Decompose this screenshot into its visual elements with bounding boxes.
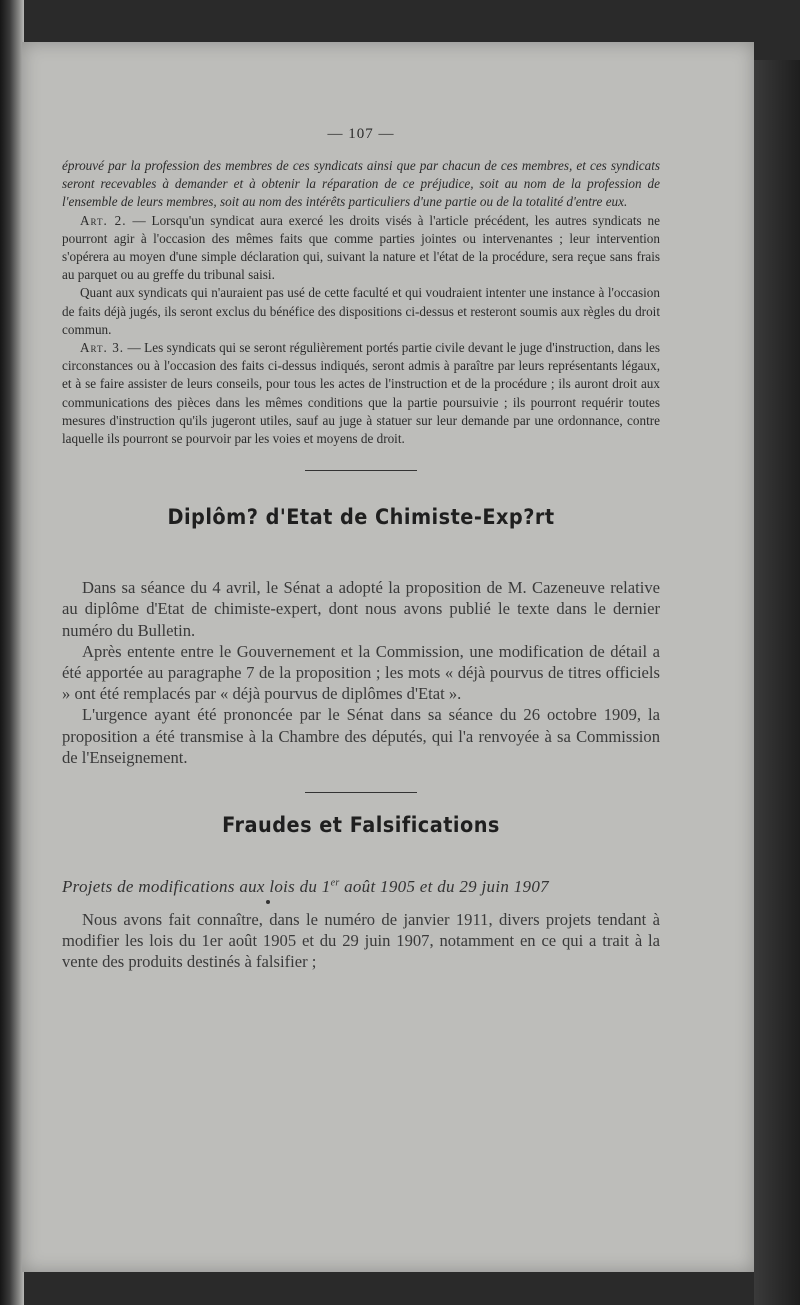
fraudes-subtitle-sup: er [330, 877, 340, 889]
diplome-paragraph-3: L'urgence ayant été prononcée par le Sénat dans sa séance du 26 octobre 1909, la proposition a été transmise à la Chambre des députés, qui l'a renvoyée à sa Commission de l'Enseignement. [62, 705, 660, 767]
section-title-diplome: Diplôm? d'Etat de Chimiste-Exp?rt [167, 505, 555, 530]
article-2-label: Art. 2. [80, 212, 127, 228]
section-divider-2 [305, 792, 417, 793]
diplome-paragraph-2: Après entente entre le Gouvernement et la Commission, une modification de détail a été apportée au paragraphe 7 de la proposition ; les mots « déjà pourvus de titres officiels » ont été remplacés par « déjà pourvus de diplômes d'Etat ». [62, 641, 660, 704]
fraudes-subtitle-rest: août 1905 et du 29 juin 1907 [339, 877, 549, 897]
article-2-continuation: Quant aux syndicats qui n'auraient pas usé de cette faculté et qui voudraient intenter une instance à l'occasion de faits déjà jugés, ils seront exclus du bénéfice des dispositions ci-dessus et resteront soumis aux règles du droit commun. [62, 285, 660, 337]
section-title-fraudes: Fraudes et Falsifications [222, 813, 500, 838]
fraudes-subtitle-prefix: Projets de modifications aux lois du 1 [62, 877, 331, 897]
fraudes-paragraph-1: Nous avons fait connaître, dans le numéro de janvier 1911, divers projets tendant à modifier les lois du 1er août 1905 et du 29 juin 1907, notamment en ce qui a trait à la vente des produits destinés à falsifier ; [62, 910, 660, 972]
page-content [62, 126, 660, 973]
page-number: — 107 — [327, 126, 395, 142]
fraudes-subtitle [62, 877, 660, 897]
article-2-text: — Lorsqu'un syndicat aura exercé les droits visés à l'article précédent, les autres syndicats ne pourront agir à l'occasion des mêmes faits que comme parties jointes ou intervenantes ; leur intervention s'opérera au moyen d'une simple déclaration qui, suivant la nature et l'état de la procédure, sera reçue sans frais au parquet ou au greffe du tribunal saisi. [62, 212, 661, 283]
article-3 [62, 339, 660, 448]
diplome-paragraph-1: Dans sa séance du 4 avril, le Sénat a adopté la proposition de M. Cazeneuve relative au diplôme d'Etat de chimiste-expert, dont nous avons publié le texte dans le dernier numéro du Bulletin. [62, 578, 660, 640]
book-spine [0, 0, 24, 1305]
article-3-text: — Les syndicats qui se seront régulièrement portés partie civile devant le juge d'instruction, dans les circonstances ou à l'occasion des faits ci-dessus indiqués, seront admis à paraître par leurs représentants légaux, et à se faire assister de leurs conseils, pour tous les actes de l'instruction et de la procédure ; ils auront droit aux communications des pièces dans les mêmes conditions que la partie poursuivie ; ils pourront requérir toutes mesures d'instruction qu'ils jugeront utiles, sauf au juge à statuer sur leur demande par une ordonnance, contre laquelle ils pourront se pourvoir par les voies et moyens de droit. [62, 340, 661, 447]
article-2 [62, 212, 660, 285]
opening-paragraph: éprouvé par la profession des membres de ces syndicats ainsi que par chacun de ces membres, et ces syndicats seront recevables à demander et à obtenir la réparation de ce préjudice, soit au nom de la profession de l'ensemble de leurs membres, soit au nom des intérêts particuliers d'une partie ou de la totalité d'entre eux. [62, 158, 660, 210]
page-edge [754, 60, 800, 1305]
ink-speck [266, 900, 270, 904]
article-3-label: Art. 3. [80, 340, 125, 356]
document-page [22, 42, 754, 1272]
section-divider-1 [305, 470, 417, 471]
